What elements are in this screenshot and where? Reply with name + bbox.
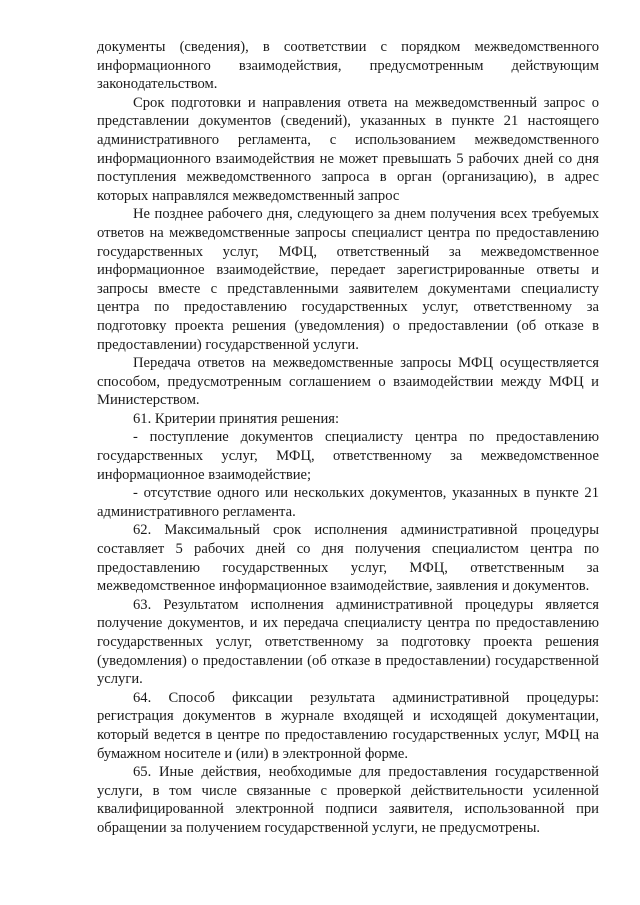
clause-61-item-1: - поступление документов специалисту центра по предоставлению государственных услуг, МФЦ, ответственному за межведомственное информационное взаимодействие; [97, 429, 599, 483]
clause-61-heading: 61. Критерии принятия решения: [133, 410, 340, 427]
clause-65: 65. Иные действия, необходимые для предоставления государственной услуги, в том числе связанные с проверкой действительности усиленной квалифицированной электронной подписи заявителя, использованной при обращении за получением государственной услуги, не предусмотрены. [97, 764, 599, 836]
paragraph-continuation: документы (сведения), в соответствии с порядком межведомственного информационного взаимодействия, предусмотренным действующим законодательством. [97, 39, 599, 93]
document-page [97, 38, 599, 838]
paragraph-response-deadline: Срок подготовки и направления ответа на межведомственный запрос о представлении документов (сведений), указанных в пункте 21 настоящего административного регламента, с использованием межведомственного информационного взаимодействия не может превышать 5 рабочих дней со дня поступления межведомственного запроса в орган (организацию), в адрес которых направлялся межведомственный запрос [97, 94, 599, 204]
clause-62: 62. Максимальный срок исполнения административной процедуры составляет 5 рабочих дней со дня получения специалистом центра по предоставлению государственных услуг, МФЦ, ответственным за межведомственное информационное взаимодействие, заявления и документов. [97, 522, 599, 595]
paragraph-response-transfer: Не позднее рабочего дня, следующего за днем получения всех требуемых ответов на межведомственные запросы специалист центра по предоставлению государственных услуг, МФЦ, ответственный за межведомственное информационное взаимодействие, передает зарегистрированные ответы и запросы вместе с представленными заявителем документами специалисту центра по предоставлению государственных услуг, ответственному за подготовку проекта решения (уведомления) о предоставлении (об отказе в предоставлении) государственной услуги. [97, 206, 599, 353]
clause-63: 63. Результатом исполнения административной процедуры является получение документов, и их передача специалисту центра по предоставлению государственных услуг, ответственному за подготовку проекта решения (уведомления) о предоставлении (об отказе в предоставлении) государственной услуги. [97, 596, 599, 688]
clause-61-item-2: - отсутствие одного или нескольких документов, указанных в пункте 21 административного регламента. [97, 485, 599, 520]
clause-64: 64. Способ фиксации результата административной процедуры: регистрация документов в журнале входящей и исходящей документации, который ведется в центре по предоставлению государственных услуг, МФЦ на бумажном носителе и (или) в электронной форме. [97, 689, 599, 762]
paragraph-mfc-transfer: Передача ответов на межведомственные запросы МФЦ осуществляется способом, предусмотренным соглашением о взаимодействии между МФЦ и Министерством. [97, 355, 599, 409]
